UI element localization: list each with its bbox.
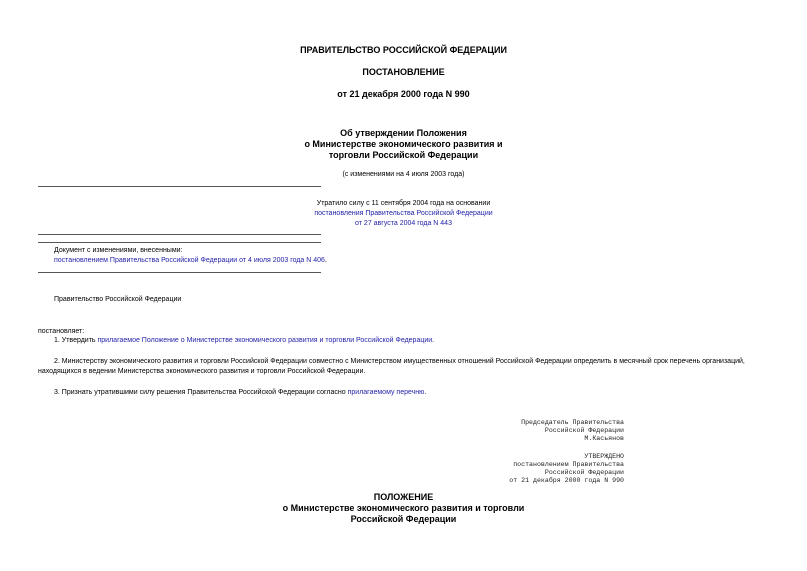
expired-decree-date-link[interactable]: от 27 августа 2004 года N 443 (355, 220, 452, 227)
approval-country: Российской Федерации (544, 469, 624, 476)
subject-line-3: торговли Российской Федерации (328, 150, 479, 160)
document-type: ПОСТАНОВЛЕНИЕ (362, 67, 445, 77)
item-1-prefix: 1. Утвердить (54, 337, 98, 344)
item-3 (54, 388, 426, 398)
item-2: 2. Министерству экономического развития и торговли Российской Федерации совместно с Министерством имущественных отношений Российской Федерации определить в месячный срок перечень организаций, находящихся в ведении Министерства экономического развития и торговли Российской Федерации. (38, 358, 745, 375)
item-1 (54, 336, 434, 346)
signature-title: Председатель Правительства (521, 419, 624, 426)
item-3-suffix: . (424, 389, 427, 396)
amendment-decree-link[interactable]: постановлением Правительства Российской Федерации от 4 июля 2003 года N 406 (54, 257, 325, 264)
divider (38, 234, 321, 235)
body-decrees: постановляет: (38, 328, 85, 335)
amendments-label: Документ с изменениями, внесенными: (54, 247, 183, 254)
item-1-suffix: . (432, 337, 435, 344)
signature-block (521, 419, 624, 443)
approval-block (509, 453, 624, 485)
approval-date: от 21 декабря 2000 года N 990 (509, 477, 624, 484)
amendment-note: (с изменениями на 4 июля 2003 года) (342, 171, 465, 178)
approval-label: УТВЕРЖДЕНО (584, 453, 624, 460)
expired-notice: Утратило силу с 11 сентября 2004 года на основании (316, 200, 491, 207)
signature-country: Российской Федерации (544, 427, 624, 434)
regulation-subtitle-2: Российской Федерации (350, 514, 457, 524)
subject-line-1: Об утверждении Положения (340, 128, 467, 138)
signature-name: М.Касьянов (584, 435, 624, 442)
document-date-number: от 21 декабря 2000 года N 990 (337, 89, 470, 99)
repealed-list-link[interactable]: прилагаемому перечню (347, 389, 425, 396)
subject-line-2: о Министерстве экономического развития и (304, 139, 503, 149)
regulation-title: ПОЛОЖЕНИЕ (373, 492, 434, 502)
regulation-subtitle-1: о Министерстве экономического развития и торговли (282, 503, 525, 513)
government-heading: ПРАВИТЕЛЬСТВО РОССИЙСКОЙ ФЕДЕРАЦИИ (300, 45, 507, 55)
amendment-tail: . (324, 257, 327, 264)
regulation-link[interactable]: прилагаемое Положение о Министерстве экономического развития и торговли Российской Федерации (97, 337, 433, 344)
item-3-prefix: 3. Признать утратившими силу решения Правительства Российской Федерации согласно (54, 389, 348, 396)
body-intro: Правительство Российской Федерации (54, 296, 182, 303)
divider (38, 272, 321, 273)
amendments-line (54, 256, 327, 266)
expired-decree-link[interactable]: постановления Правительства Российской Федерации (314, 210, 493, 217)
divider (38, 186, 321, 187)
divider (38, 242, 321, 243)
approval-decree: постановлением Правительства (513, 461, 624, 468)
